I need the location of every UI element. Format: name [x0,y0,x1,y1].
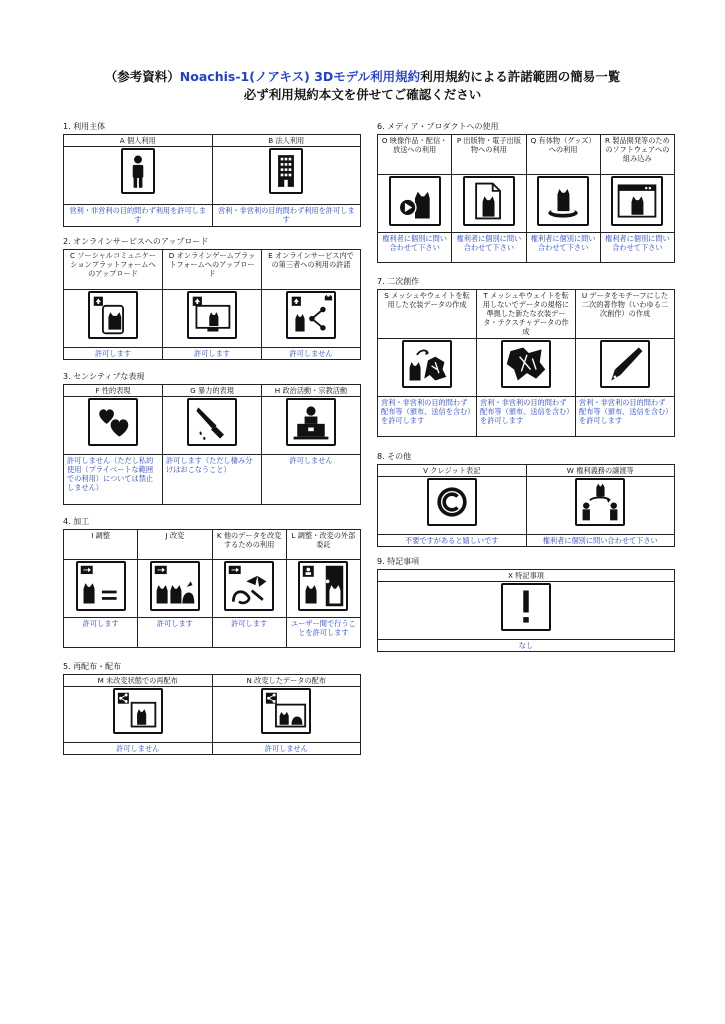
header-cell-w: W 権利義務の譲渡等 [526,465,675,477]
section-2-online-upload [63,236,361,360]
knife-icon [187,398,237,446]
icon-cell [163,397,262,455]
result-cell-p: 権利者に個別に問い合わせて下さい [452,233,526,263]
title-suffix: 利用規約による許諾範囲の簡易一覧 [420,69,621,84]
header-cell-l: L 調整・改変の外部委託 [286,530,360,560]
hearts-icon [88,398,138,446]
header-cell-u: U データをモチーフにした二次的著作物（いわゆる二次創作）の作成 [576,290,675,339]
title-line-2: 必ず利用規約本文を併せてご確認ください [243,87,482,102]
section-table [63,674,361,755]
share-cat-icon [113,688,163,734]
header-cell-j: J 改変 [138,530,212,560]
result-cell-j: 許可します [138,618,212,648]
icon-cell [600,175,674,233]
copyright-icon [427,478,477,526]
section-title: 8. その他 [377,452,412,461]
icon-cell [212,560,286,618]
section-1-usage-subject [63,121,361,227]
icon-cell [138,560,212,618]
monitor-upload-cat-icon [187,291,237,339]
result-cell-r: 権利者に個別に問い合わせて下さい [600,233,674,263]
cat-ribbon-icon [224,561,274,611]
section-table [63,249,361,360]
header-cell-a: A 個人利用 [64,135,213,147]
icon-cell [378,175,452,233]
section-title: 9. 特記事項 [377,557,420,566]
icon-cell [378,582,675,640]
icon-cell [163,290,262,348]
header-cell-q: Q 有体物（グッズ）への利用 [526,135,600,175]
icon-cell [378,339,477,397]
result-cell-g: 許可します（ただし棲み分けはおこなうこと） [163,455,262,505]
result-cell-b: 営利・非営利の目的問わず利用を許可します [212,205,361,227]
result-cell-m: 許可しません [64,743,213,755]
result-cell-n: 許可しません [212,743,361,755]
result-cell-a: 営利・非営利の目的問わず利用を許可します [64,205,213,227]
section-4-modification [63,516,361,648]
icon-cell [64,290,163,348]
transfer-people-icon [575,478,625,526]
result-cell-c: 許可します [64,348,163,360]
header-cell-p: P 出版物・電子出版物への利用 [452,135,526,175]
section-table [377,464,675,547]
header-cell-f: F 性的表現 [64,385,163,397]
share-network-cat-icon [286,291,336,339]
header-cell-r: R 製品開発等のためのソフトウェアへの組み込み [600,135,674,175]
cat-modify-icon [150,561,200,611]
icon-cell [212,687,361,743]
result-cell-x: なし [378,640,675,652]
result-cell-h: 許可しません [262,455,361,505]
section-8-other [377,451,675,547]
result-cell-u: 営利・非営利の目的問わず配布等（頒布、送信を含む）を許可します [576,397,675,437]
header-cell-v: V クレジット表記 [378,465,527,477]
result-cell-t: 営利・非営利の目的問わず配布等（頒布、送信を含む）を許可します [477,397,576,437]
section-title: 2. オンラインサービスへのアップロード [63,237,209,246]
section-table [377,289,675,437]
header-cell-h: H 政治活動・宗教活動 [262,385,361,397]
header-cell-o: O 映像作品・配信・放送への利用 [378,135,452,175]
software-window-cat-icon [611,176,663,226]
page-title [0,68,725,104]
video-cat-icon [389,176,441,226]
section-table [63,134,361,227]
section-3-sensitive [63,371,361,505]
section-6-media-product [377,121,675,263]
icon-cell [576,339,675,397]
result-cell-s: 営利・非営利の目的問わず配布等（頒布、送信を含む）を許可します [378,397,477,437]
result-cell-i: 許可します [64,618,138,648]
header-cell-c: C ソーシャルコミュニケーションプラットフォームへのアップロード [64,250,163,290]
section-table [63,384,361,505]
phone-upload-cat-icon [88,291,138,339]
header-cell-n: N 改変したデータの配布 [212,675,361,687]
section-title: 3. センシティブな表現 [63,372,145,381]
header-cell-i: I 調整 [64,530,138,560]
title-prefix: （参考資料） [104,69,180,84]
title-link[interactable]: Noachis-1(ノアキス) 3Dモデル利用規約 [179,69,421,84]
result-cell-o: 権利者に個別に問い合わせて下さい [378,233,452,263]
section-9-special-notes [377,556,675,652]
result-cell-k: 許可します [212,618,286,648]
result-cell-f: 許可しません（ただし私的使用（プライベートな範囲での利用）については禁止しません） [64,455,163,505]
icon-cell [64,147,213,205]
header-cell-k: K 他のデータを改変するための利用 [212,530,286,560]
header-cell-g: G 暴力的表現 [163,385,262,397]
result-cell-e: 許可しません [262,348,361,360]
icon-cell [212,147,361,205]
icon-cell [262,290,361,348]
section-5-redistribution [63,661,361,755]
section-title: 7. 二次創作 [377,277,420,286]
section-title: 4. 加工 [63,517,90,526]
icon-cell [64,687,213,743]
header-cell-m: M 未改変状態での再配布 [64,675,213,687]
figure-cat-icon [537,176,589,226]
icon-cell [378,477,527,535]
result-cell-l: ユーザー間で行うことを許可します [286,618,360,648]
texture-cloth-icon [501,340,551,388]
header-cell-e: E オンラインサービス内での第三者への利用の許諾 [262,250,361,290]
header-cell-b: B 法人利用 [212,135,361,147]
result-cell-d: 許可します [163,348,262,360]
result-cell-q: 権利者に個別に問い合わせて下さい [526,233,600,263]
header-cell-d: D オンラインゲームプラットフォームへのアップロード [163,250,262,290]
section-title: 1. 利用主体 [63,122,106,131]
header-cell-x: X 特記事項 [378,570,675,582]
icon-cell [286,560,360,618]
result-cell-v: 不要ですがあると嬉しいです [378,535,527,547]
pen-nib-icon [600,340,650,388]
share-folder-cat-icon [261,688,311,734]
icon-cell [526,175,600,233]
section-table [377,134,675,263]
icon-cell [64,560,138,618]
icon-cell [452,175,526,233]
icon-cell [526,477,675,535]
section-title: 6. メディア・プロダクトへの使用 [377,122,499,131]
person-icon [121,148,155,194]
commission-icon [298,561,348,611]
section-table [63,529,361,648]
document-cat-icon [463,176,515,226]
section-title: 5. 再配布・配布 [63,662,122,671]
podium-speaker-icon [286,398,336,446]
icon-cell [64,397,163,455]
building-icon [269,148,303,194]
section-7-derivative-works [377,276,675,437]
cat-equals-icon [76,561,126,611]
header-cell-t: T メッシュやウェイトを転用しないでデータの規格に準拠した新たな衣装データ・テクスチャデータの作成 [477,290,576,339]
exclamation-icon [501,583,551,631]
result-cell-w: 権利者に個別に問い合わせて下さい [526,535,675,547]
section-table [377,569,675,652]
icon-cell [262,397,361,455]
cat-cloth-icon [402,340,452,388]
header-cell-s: S メッシュやウェイトを転用した衣装データの作成 [378,290,477,339]
title-line-1 [0,68,725,86]
icon-cell [477,339,576,397]
